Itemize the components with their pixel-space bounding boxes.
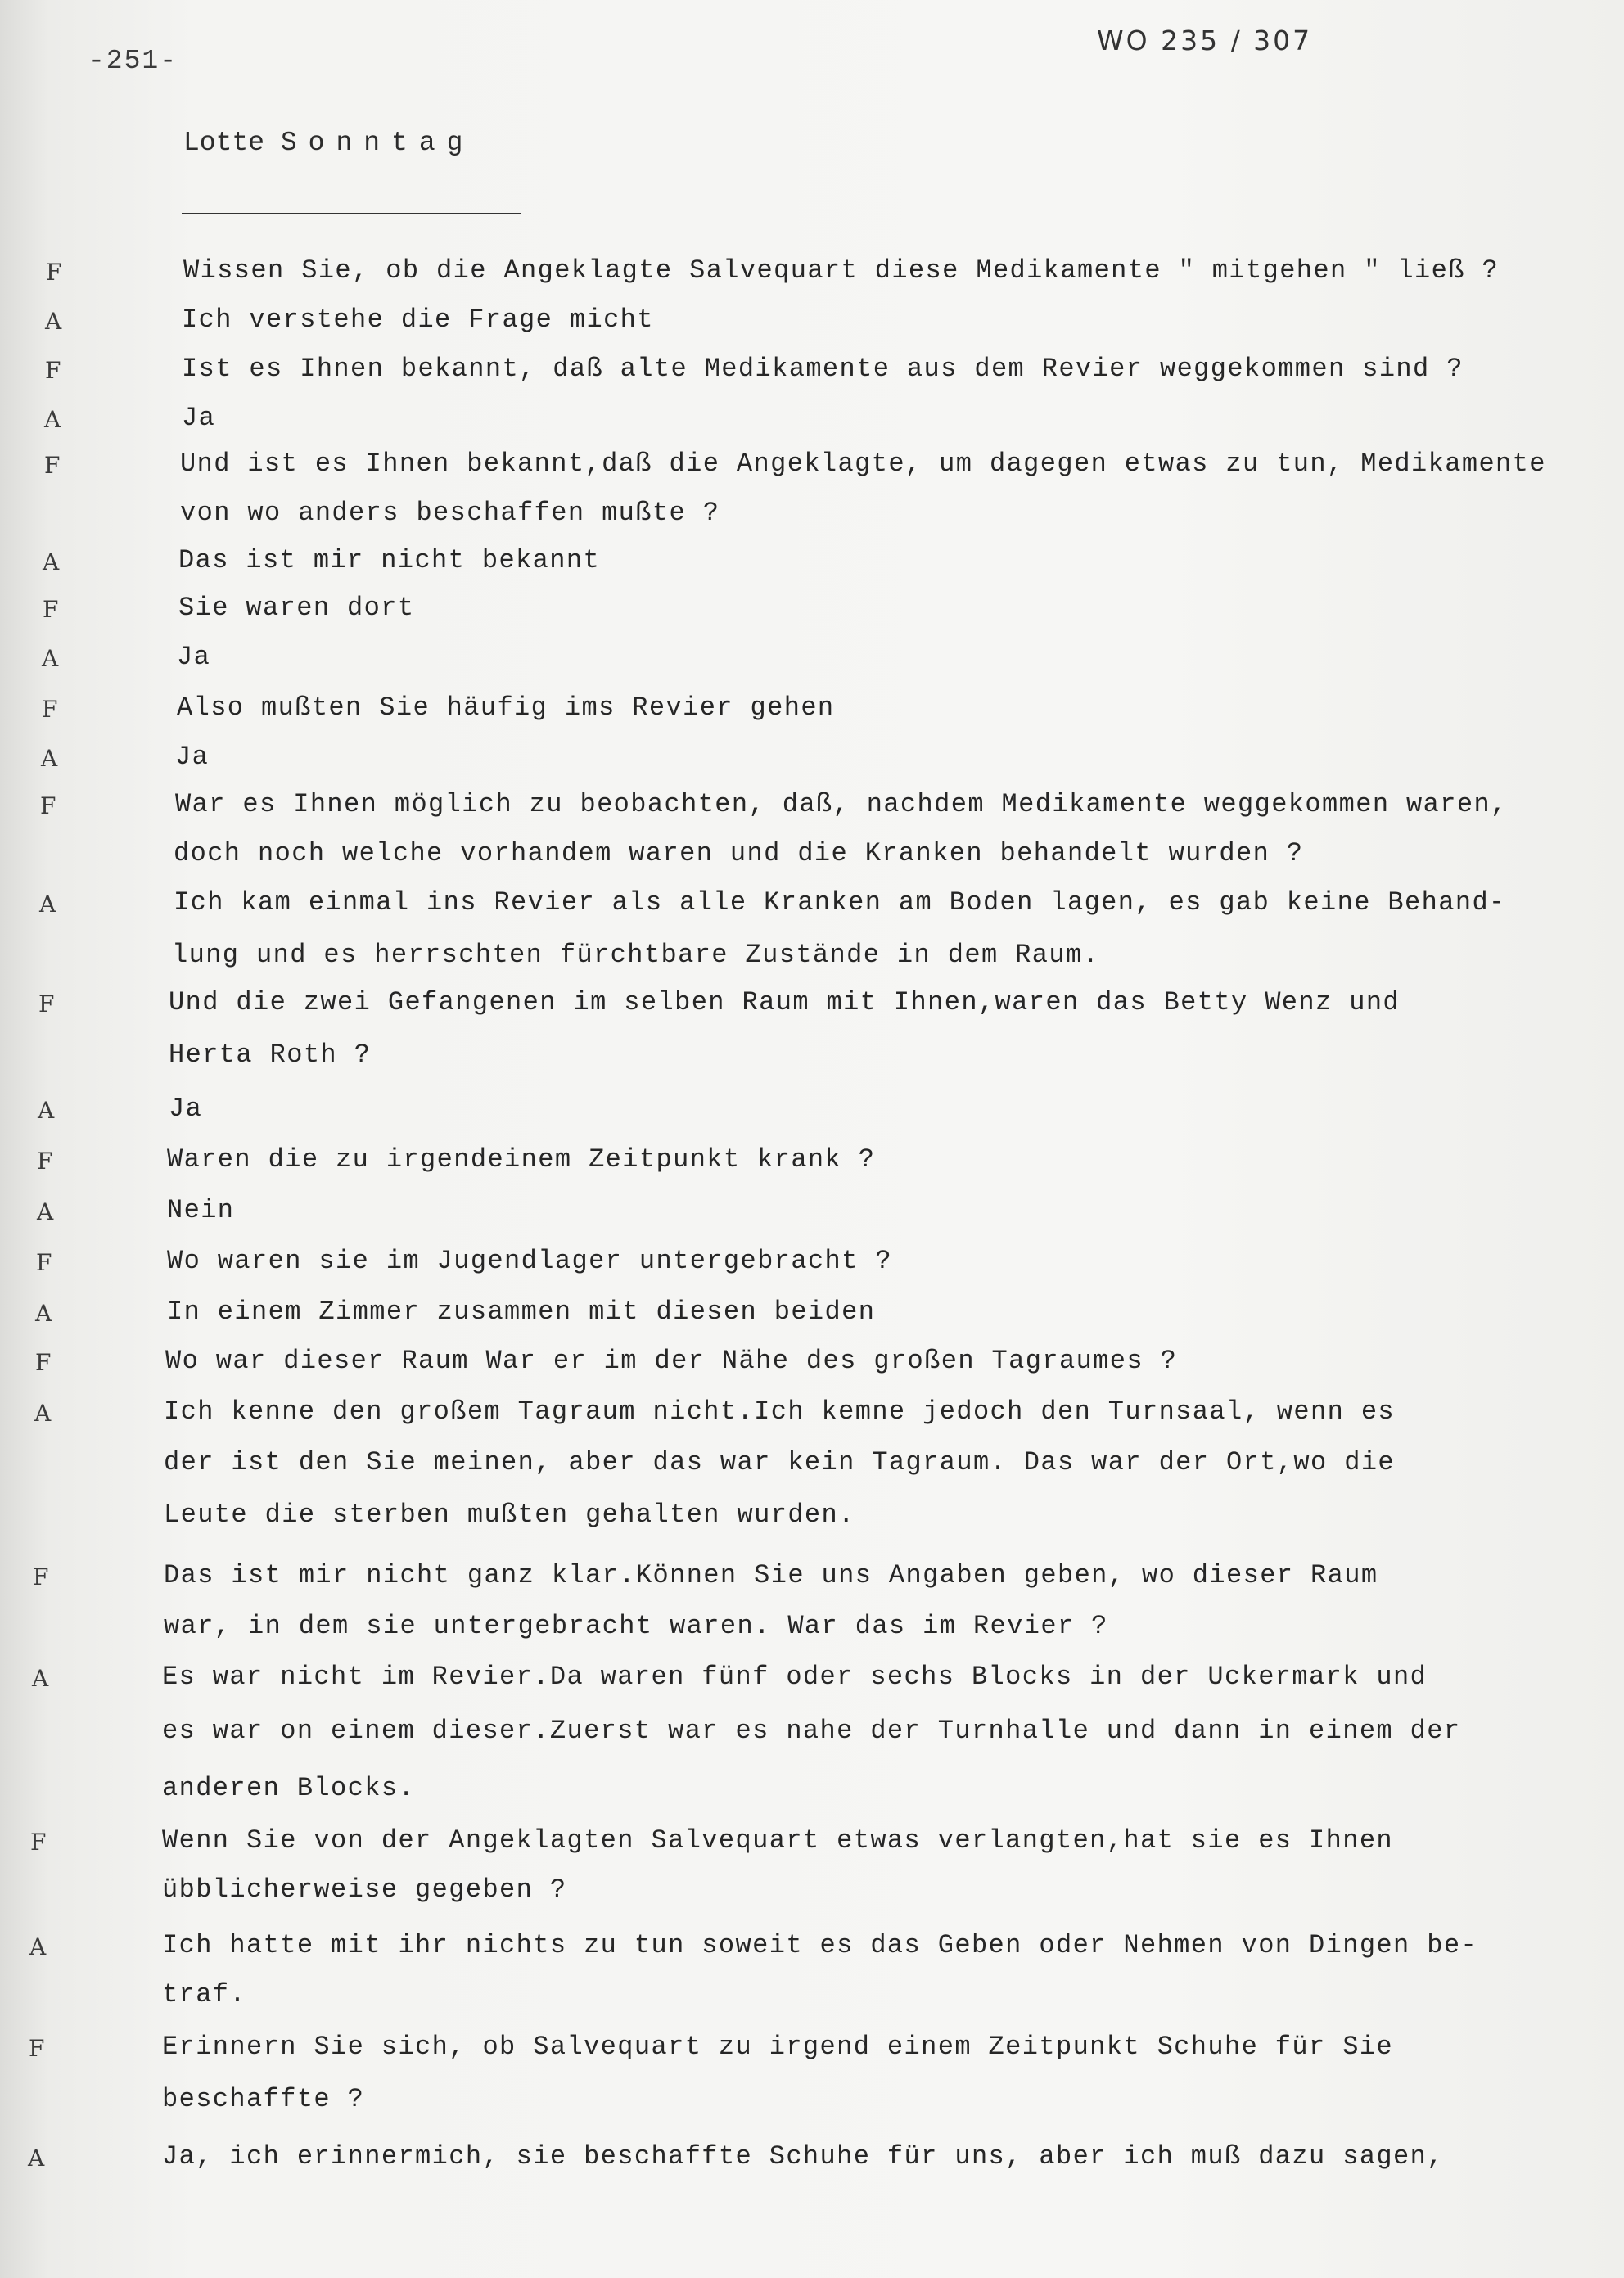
speaker-label: A: [35, 1300, 52, 1327]
line-text: Erinnern Sie sich, ob Salvequart zu irgend einem Zeitpunkt Schuhe für Sie: [162, 2032, 1394, 2062]
speaker-label: F: [40, 792, 56, 819]
speaker-label: F: [46, 259, 62, 286]
transcript-line: [0, 593, 1624, 629]
line-text: Waren die zu irgendeinem Zeitpunkt krank ?: [167, 1144, 876, 1175]
transcript-line: [0, 838, 1624, 874]
transcript-line: [0, 1040, 1624, 1076]
speaker-label: A: [29, 1933, 47, 1960]
speaker-label: F: [38, 990, 55, 1017]
speaker-label: A: [37, 1198, 54, 1225]
line-text: Wo war dieser Raum War er im der Nähe des großen Tagraumes ?: [165, 1346, 1178, 1376]
speaker-label: A: [44, 406, 61, 433]
transcript-line: [0, 887, 1624, 923]
line-text: Ja: [182, 403, 216, 433]
line-text: Ja: [169, 1094, 203, 1124]
line-text: Nein: [167, 1195, 235, 1225]
speaker-label: A: [32, 1665, 49, 1692]
line-text: war, in dem sie untergebracht waren. War das im Revier ?: [164, 1611, 1108, 1641]
transcript-line: [0, 1773, 1624, 1809]
transcript-line: [0, 1930, 1624, 1966]
speaker-label: A: [43, 548, 60, 575]
transcript-line: [0, 1144, 1624, 1180]
transcript-line: [0, 498, 1624, 534]
speaker-label: F: [30, 1829, 47, 1856]
speaker-label: F: [42, 696, 58, 723]
line-text: doch noch welche vorhandem waren und die Kranken behandelt wurden ?: [174, 838, 1304, 868]
transcript-line: [0, 403, 1624, 439]
line-text: traf.: [162, 1979, 247, 2010]
line-text: Ja: [177, 642, 211, 672]
transcript-line: [0, 789, 1624, 825]
transcript-line: [0, 1560, 1624, 1596]
transcript-line: [0, 742, 1624, 778]
speaker-label: F: [36, 1249, 52, 1276]
transcript-line: [0, 354, 1624, 390]
speaker-label: A: [41, 745, 58, 772]
transcript-line: [0, 449, 1624, 485]
line-text: Das ist mir nicht ganz klar.Können Sie uns Angaben geben, wo dieser Raum: [164, 1560, 1378, 1590]
transcript-line: [0, 2032, 1624, 2068]
speaker-label: F: [35, 1349, 52, 1376]
line-text: Ist es Ihnen bekannt, daß alte Medikamente aus dem Revier weggekommen sind ?: [182, 354, 1464, 384]
transcript-line: [0, 1611, 1624, 1647]
line-text: Ich kenne den großem Tagraum nicht.Ich kemne jedoch den Turnsaal, wenn es: [164, 1396, 1396, 1427]
transcript-line: [0, 1662, 1624, 1698]
line-text: Es war nicht im Revier.Da waren fünf oder sechs Blocks in der Uckermark und: [162, 1662, 1428, 1692]
line-text: Ja: [175, 742, 210, 772]
line-text: Das ist mir nicht bekannt: [178, 545, 601, 575]
speaker-label: F: [33, 1563, 49, 1590]
line-text: Und die zwei Gefangenen im selben Raum mit Ihnen,waren das Betty Wenz und: [169, 987, 1401, 1017]
speaker-label: F: [45, 357, 61, 384]
line-text: Sie waren dort: [178, 593, 415, 623]
speaker-label: F: [44, 452, 61, 479]
transcript-line: [0, 1447, 1624, 1483]
witness-first-name: Lotte: [183, 128, 265, 158]
line-text: Ich verstehe die Frage micht: [182, 304, 654, 335]
line-text: War es Ihnen möglich zu beobachten, daß, nachdem Medikamente weggekommen waren,: [175, 789, 1508, 819]
speaker-label: A: [34, 1400, 52, 1427]
transcript-line: [0, 1874, 1624, 1910]
archive-reference: WO 235 / 307: [1097, 25, 1313, 56]
transcript-line: [0, 304, 1624, 341]
transcript-line: [0, 1346, 1624, 1382]
transcript-line: [0, 1500, 1624, 1536]
transcript-line: [0, 1094, 1624, 1130]
witness-last-name: Sonntag: [280, 128, 475, 158]
speaker-label: A: [42, 645, 59, 672]
speaker-label: F: [37, 1148, 53, 1175]
line-text: übblicherweise gegeben ?: [162, 1874, 567, 1905]
transcript-line: [0, 1716, 1624, 1752]
transcript-line: [0, 2141, 1624, 2177]
transcript-line: [0, 1396, 1624, 1432]
transcript-line: [0, 987, 1624, 1023]
transcript-line: [0, 255, 1624, 291]
line-text: Also mußten Sie häufig ims Revier gehen: [177, 692, 835, 723]
line-text: es war on einem dieser.Zuerst war es nahe der Turnhalle und dann in einem der: [162, 1716, 1461, 1746]
transcript-line: [0, 1297, 1624, 1333]
line-text: Herta Roth ?: [169, 1040, 372, 1070]
line-text: der ist den Sie meinen, aber das war kein Tagraum. Das war der Ort,wo die: [164, 1447, 1396, 1477]
transcript-line: [0, 545, 1624, 581]
transcript-line: [0, 1825, 1624, 1861]
speaker-label: A: [28, 2145, 45, 2172]
page-number: -251-: [88, 46, 178, 76]
line-text: Wissen Sie, ob die Angeklagte Salvequart diese Medikamente " mitgehen " ließ ?: [183, 255, 1500, 286]
line-text: anderen Blocks.: [162, 1773, 416, 1803]
line-text: lung und es herrschten fürchtbare Zustände in dem Raum.: [172, 940, 1100, 970]
line-text: beschaffte ?: [162, 2084, 365, 2114]
line-text: Leute die sterben mußten gehalten wurden.: [164, 1500, 855, 1530]
speaker-label: F: [29, 2035, 45, 2062]
speaker-label: A: [39, 891, 56, 918]
line-text: Und ist es Ihnen bekannt,daß die Angeklagte, um dagegen etwas zu tun, Medikamente: [180, 449, 1546, 479]
line-text: Ja, ich erinnermich, sie beschaffte Schuhe für uns, aber ich muß dazu sagen,: [162, 2141, 1444, 2172]
transcript-line: [0, 940, 1624, 976]
line-text: Wenn Sie von der Angeklagten Salvequart etwas verlangten,hat sie es Ihnen: [162, 1825, 1394, 1856]
speaker-label: F: [43, 596, 59, 623]
transcript-line: [0, 692, 1624, 729]
speaker-label: A: [38, 1097, 55, 1124]
speaker-label: A: [45, 308, 62, 335]
transcript-line: [0, 1195, 1624, 1231]
line-text: Wo waren sie im Jugendlager untergebracht ?: [167, 1246, 892, 1276]
transcript-line: [0, 642, 1624, 678]
transcript-line: [0, 1979, 1624, 2015]
transcript-line: [0, 2084, 1624, 2120]
line-text: Ich kam einmal ins Revier als alle Kranken am Boden lagen, es gab keine Behand-: [174, 887, 1506, 918]
transcript-line: [0, 1246, 1624, 1282]
line-text: Ich hatte mit ihr nichts zu tun soweit es das Geben oder Nehmen von Dingen be-: [162, 1930, 1478, 1960]
line-text: von wo anders beschaffen mußte ?: [180, 498, 720, 528]
line-text: In einem Zimmer zusammen mit diesen beiden: [167, 1297, 876, 1327]
